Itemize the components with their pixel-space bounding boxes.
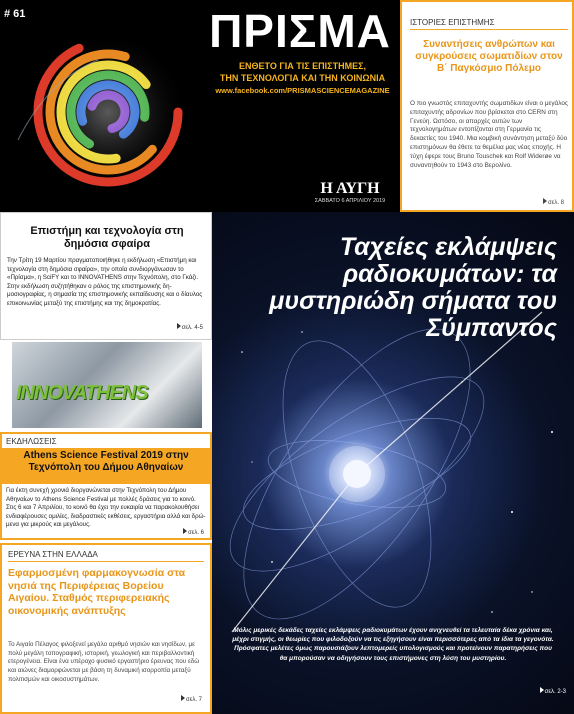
arrow-icon xyxy=(177,323,181,329)
issue-number: # 61 xyxy=(4,8,26,20)
arrow-icon xyxy=(183,528,187,534)
public-sphere-box[interactable] xyxy=(0,212,212,340)
section-label: ΕΚΔΗΛΩΣΕΙΣ xyxy=(6,437,57,446)
science-stories-box[interactable] xyxy=(400,0,574,212)
innovathens-sign: INNOVATHENS xyxy=(16,382,148,404)
innovathens-photo xyxy=(12,342,202,428)
page-reference: σελ. 4-5 xyxy=(177,323,203,331)
spectrum-swirl-logo xyxy=(8,20,198,210)
subtitle-line-1: ΕΝΘΕΤΟ ΓΙΑ ΤΙΣ ΕΠΙΣΤΗΜΕΣ, xyxy=(239,61,366,71)
events-text: Για έκτη συνεχή χρονιά διοργανώνεται στην Τεχνόπολη του Δήμου Αθηναίων το Athens Science Festival με πολλές δράσεις για το κοινό. Στις 6 και 7 Απριλίου, το κοινό θα έχει την ευκαιρία να παρακολουθήσει ενδιαφέρουσες ομιλίες, διαδραστικές εκθέσεις, εργαστήρια αλλά και δρώμενα για μικρούς και μεγάλους. xyxy=(6,487,206,529)
page-reference: σελ. 6 xyxy=(183,528,204,536)
facebook-link[interactable]: www.facebook.com/PRISMASCIENCEMAGAZINE xyxy=(215,86,390,95)
magazine-title: ΠΡΙΣΜΑ xyxy=(209,5,391,57)
research-box[interactable] xyxy=(0,543,212,714)
section-label: ΙΣΤΟΡΙΕΣ ΕΠΙΣΤΗΜΗΣ xyxy=(410,18,568,30)
arrow-icon xyxy=(543,198,547,204)
arrow-icon xyxy=(181,695,185,701)
newspaper-name: Η ΑΥΓΗ xyxy=(320,180,380,197)
main-headline[interactable]: Ταχείες εκλάμψεις ραδιοκυμάτων: τα μυστηριώδη σήματα του Σύμπαντος xyxy=(269,233,557,342)
events-box[interactable] xyxy=(0,432,212,540)
section-label: ΕΡΕΥΝΑ ΣΤΗΝ ΕΛΛΑΔΑ xyxy=(8,550,204,562)
research-headline[interactable]: Εφαρμοσμένη φαρμακογνωσία στα νησιά της Περιφέρειας Βορείου Αιγαίου. Σταθμός περιφερειακής οικονομικής ανάπτυξης xyxy=(8,567,186,617)
main-story[interactable] xyxy=(212,212,574,714)
main-story-text: Μόλις μερικές δεκάδες ταχείες εκλάμψεις ραδιοκυμάτων έχουν ανιχνευθεί τα τελευταία δέκα χρόνια και, μέχρι στιγμής, οι θεωρίες που φιλοδοξούν να τις εξηγήσουν είναι περισσότερες από τα ίδια τα γεγονότα. Πρόσφατες μελέτες όμως παρουσιάζουν λεπτομερείς υπολογισμούς και προτείνουν παρατηρήσεις που θα μπορούσαν να οδηγήσουν τους επιστήμονες στη λύση του μυστηρίου. xyxy=(232,627,554,662)
page-reference: σελ. 7 xyxy=(181,695,202,703)
research-text: Το Αιγαίο Πέλαγος φιλοξενεί μεγάλο αριθμό νησιών και νησίδων, με πολύ μεγάλη τοπογραφική, ιστορική, γεωλογική και περιβαλλοντική ετερογένεια. Είναι ένα υπέροχο φυσικό εργαστήριο έρευνας που εδώ και αιώνες διαμορφώνεται με βάση τη δυναμική ισορροπία μεταξύ πολιτισμών και οικοσυστημάτων. xyxy=(8,641,200,683)
public-sphere-headline[interactable]: Επιστήμη και τεχνολογία στη δημόσια σφαίρα xyxy=(30,225,184,250)
masthead xyxy=(0,0,400,212)
public-sphere-text: Την Τρίτη 19 Μαρτίου πραγματοποιήθηκε η εκδήλωση «Επιστήμη και τεχνολογία στη δημόσια σφαίρα», την οποία συνδιοργάνωσαν το «Πρίσμα», η SciFY και το INNOVATHENS στην Τεχνόπολη, στο Γκάζι. Στην εκδήλωση συζητήθηκαν ο ρόλος της επιστημονικής δημοσιογραφίας, η σημασία της επιστημονικής εκπαίδευσης και ο δίαυλος επικοινωνίας μεταξύ της επιστήμης και της δημοκρατίας. xyxy=(7,257,203,307)
subtitle-line-2: ΤΗΝ ΤΕΧΝΟΛΟΓΙΑ ΚΑΙ ΤΗΝ ΚΟΙΝΩΝΙΑ xyxy=(219,73,386,83)
issue-date: ΣΑΒΒΑΤΟ 6 ΑΠΡΙΛΙΟΥ 2019 xyxy=(314,198,386,204)
arrow-icon xyxy=(540,687,544,693)
science-stories-text: Ο πιο γνωστός επιταχυντής σωματιδίων είναι ο μεγάλος επιταχυντής αδρονίων που βρίσκεται στο CERN στη Γενεύη. Ωστόσο, οι απαρχές αυτών των τεχνολογημάτων εντοπίζονται στη Γερμανία τις δεκαετίες του 1940. Μια κομβική συνάντηση μεταξύ δύο επιστημόνων θα έθετε τα θεμέλια μας νέας εποχής. Η τύχη έφερε τους Bruno Touschek και Rolf Widerøe να συναντηθούν το 1943 στο Βερολίνο. xyxy=(410,100,568,169)
page-reference: σελ. 2-3 xyxy=(540,687,566,695)
page-reference: σελ. 8 xyxy=(543,198,564,206)
magazine-subtitle xyxy=(205,60,400,84)
science-stories-headline[interactable]: Συναντήσεις ανθρώπων και συγκρούσεις σωματιδίων στον Β΄ Παγκόσμιο Πόλεμο xyxy=(415,39,563,74)
events-headline[interactable]: Athens Science Festival 2019 στην Τεχνόπολη του Δήμου Αθηναίων xyxy=(23,450,189,473)
